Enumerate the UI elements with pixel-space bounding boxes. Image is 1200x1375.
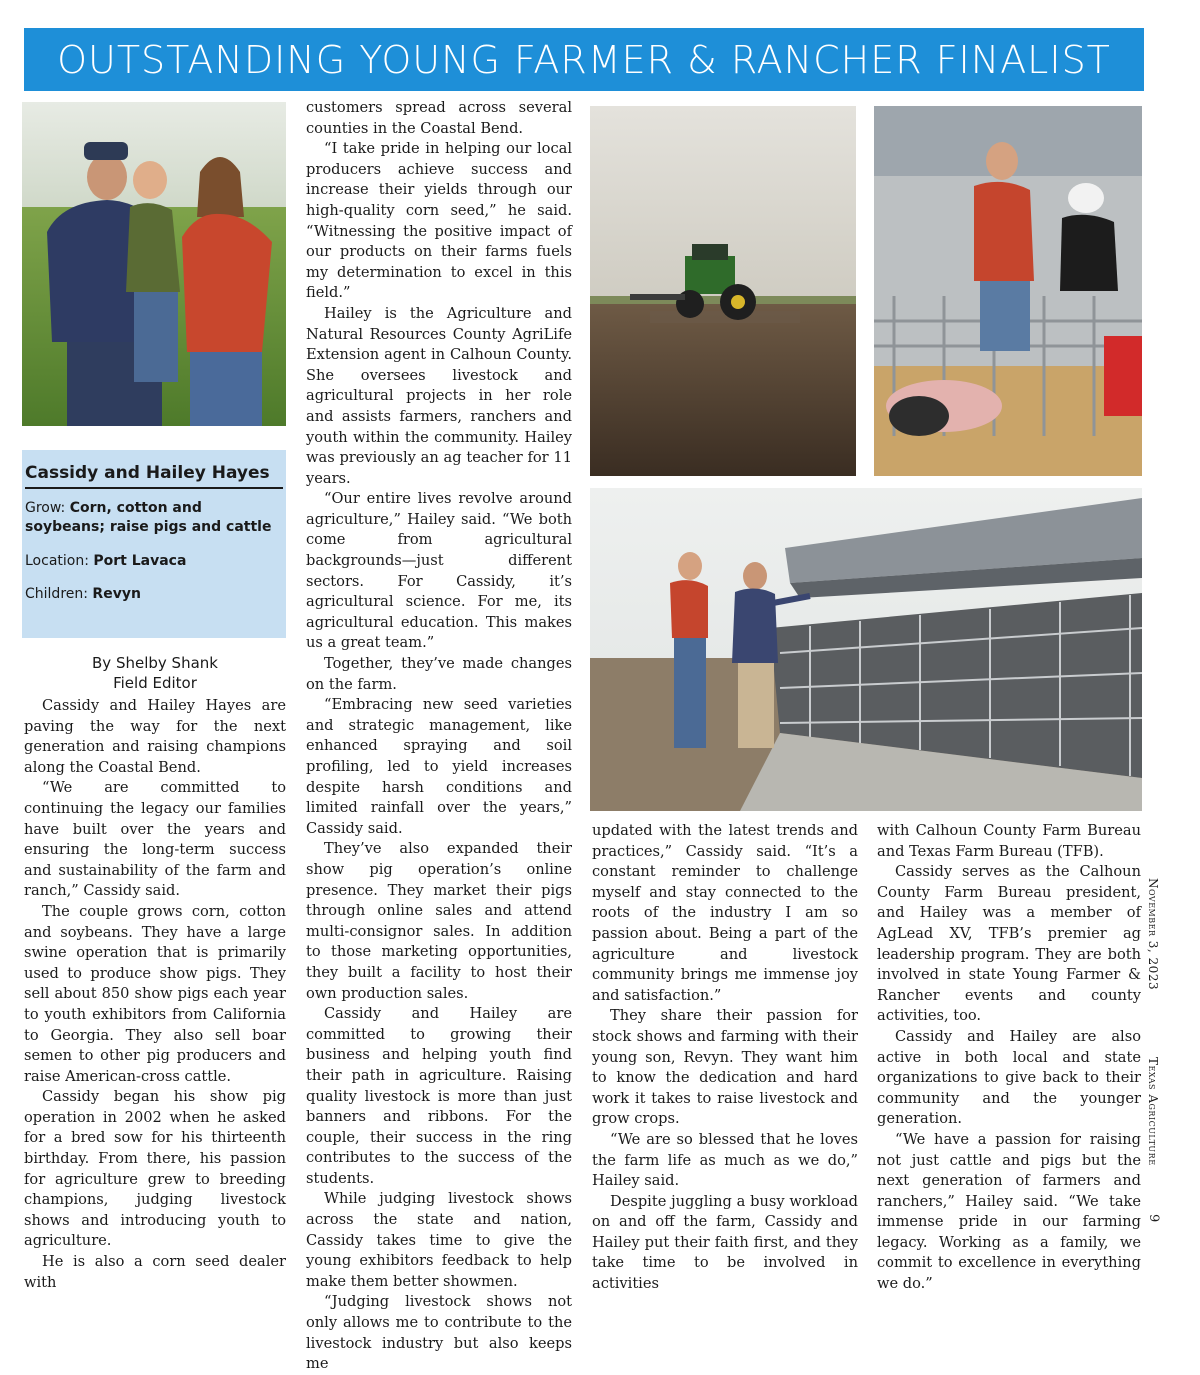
paragraph: Hailey is the Agriculture and Natural Resources County AgriLife Extension agent in Calhoun County. She oversees livestock and agricultural projects in her role and assists farmers, ranchers and youth within the community. Hailey was previously an ag teacher for 11 years.: [306, 304, 572, 487]
paragraph: They share their passion for stock shows and farming with their young son, Revyn. They want him to know the dedication and hard work it takes to raise livestock and grow crops.: [592, 1007, 858, 1128]
byline-role: Field Editor: [113, 674, 197, 692]
paragraph: They’ve also expanded their show pig operation’s online presence. They market their pigs through online sales and attend multi-consignor sales. In addition to those marketing opportunities, they built a facility to host their own production sales.: [306, 840, 572, 1002]
paragraph: Cassidy and Hailey are also active in both local and state organizations to give back to their community and the younger generation.: [877, 1027, 1141, 1128]
article-column-4: [877, 821, 1141, 1295]
family-portrait-photo: [22, 102, 286, 426]
paragraph: “We are so blessed that he loves the farm life as much as we do,” Hailey said.: [592, 1130, 858, 1190]
paragraph: “We are committed to continuing the legacy our families have built over the years and ensuring the long-term success and sustainability of the farm and ranch,” Cassidy said.: [24, 779, 286, 900]
tractor-field-photo: [590, 106, 856, 476]
page-number: 9: [1146, 1214, 1161, 1223]
article-column-2: [306, 98, 572, 1375]
paragraph: While judging livestock shows across the state and nation, Cassidy takes time to give the young exhibitors feedback to help make them better showmen.: [306, 1190, 572, 1290]
publication-name: Texas Agriculture: [1146, 1057, 1160, 1166]
location-label: Location:: [25, 553, 89, 569]
barn-photo: [590, 488, 1142, 811]
paragraph: Cassidy began his show pig operation in 2002 when he asked for a bred sow for his thirteenth birthday. From there, his passion for agriculture grew to breeding champions, judging livestock shows and introducing youth to agriculture.: [24, 1088, 286, 1250]
paragraph: Cassidy serves as the Calhoun County Farm Bureau president, and Hailey was a member of AgLead XV, TFB’s premier ag leadership program. They are both involved in state Young Farmer & Rancher events and county activities, too.: [877, 863, 1141, 1025]
infobox-divider: [25, 487, 283, 489]
section-banner: OUTSTANDING YOUNG FARMER & RANCHER FINALIST: [24, 28, 1144, 91]
paragraph: “I take pride in helping our local producers achieve success and increase their yields through our high-quality corn seed,” he said. “Witnessing the positive impact of our products on their farms fuels my determination to excel in this field.”: [306, 140, 572, 302]
profile-name: Cassidy and Hailey Hayes: [25, 463, 270, 483]
pig-pen-photo: [874, 106, 1142, 476]
paragraph-continued: with Calhoun County Farm Bureau and Texas Farm Bureau (TFB).: [877, 822, 1141, 860]
paragraph: The couple grows corn, cotton and soybeans. They have a large swine operation that is primarily used to produce show pigs. They sell about 850 show pigs each year to youth exhibitors from California to Georgia. They also sell boar semen to other pig producers and raise American-cross cattle.: [24, 902, 286, 1085]
issue-date: November 3, 2023: [1146, 878, 1160, 991]
article-column-3: [592, 821, 858, 1295]
profile-infobox: [22, 450, 286, 638]
paragraph: Cassidy and Hailey are committed to growing their business and helping youth find their path in agriculture. Raising quality livestock is more than just banners and ribbons. For the couple, their success in the ring contributes to the success of the students.: [306, 1005, 572, 1187]
children-row: [25, 585, 283, 604]
paragraph: “Our entire lives revolve around agriculture,” Hailey said. “We both come from agricultural backgrounds—just different sectors. For Cassidy, it’s agricultural science. For me, its agricultural education. This makes us a great team.”: [306, 490, 572, 652]
location-row: [25, 552, 283, 571]
paragraph: “We have a passion for raising not just cattle and pigs but the next generation of farmers and ranchers,” Hailey said. “We take immense pride in our farming legacy. Working as a family, we commit to excellence in everything we do.”: [877, 1130, 1141, 1293]
children-value: Revyn: [92, 586, 141, 602]
paragraph: “Judging livestock shows not only allows me to contribute to the livestock industry but also keeps me: [306, 1293, 572, 1373]
byline: [24, 653, 286, 693]
byline-author: By Shelby Shank: [92, 654, 218, 672]
children-label: Children:: [25, 586, 88, 602]
grow-row: [25, 499, 283, 537]
paragraph: Together, they’ve made changes on the farm.: [306, 655, 572, 693]
paragraph-continued: customers spread across several counties in the Coastal Bend.: [306, 99, 572, 137]
grow-value: Corn, cotton and soybeans; raise pigs and cattle: [25, 500, 272, 535]
location-value: Port Lavaca: [93, 553, 187, 569]
paragraph: Cassidy and Hailey Hayes are paving the way for the next generation and raising champions along the Coastal Bend.: [24, 697, 286, 776]
paragraph: “Embracing new seed varieties and strategic management, like enhanced spraying and soil profiling, led to yield increases despite harsh conditions and limited rainfall over the years,” Cassidy said.: [306, 696, 572, 837]
paragraph: He is also a corn seed dealer with: [24, 1253, 286, 1291]
paragraph: Despite juggling a busy workload on and off the farm, Cassidy and Hailey put their faith first, and they take time to be involved in activities: [592, 1192, 858, 1293]
grow-label: Grow:: [25, 500, 66, 516]
paragraph-continued: updated with the latest trends and practices,” Cassidy said. “It’s a constant reminder to challenge myself and stay connected to the roots of the industry I am so passion about. Being a part of the agriculture and livestock community brings me immense joy and satisfaction.”: [592, 822, 858, 1004]
article-column-1: [24, 696, 286, 1293]
